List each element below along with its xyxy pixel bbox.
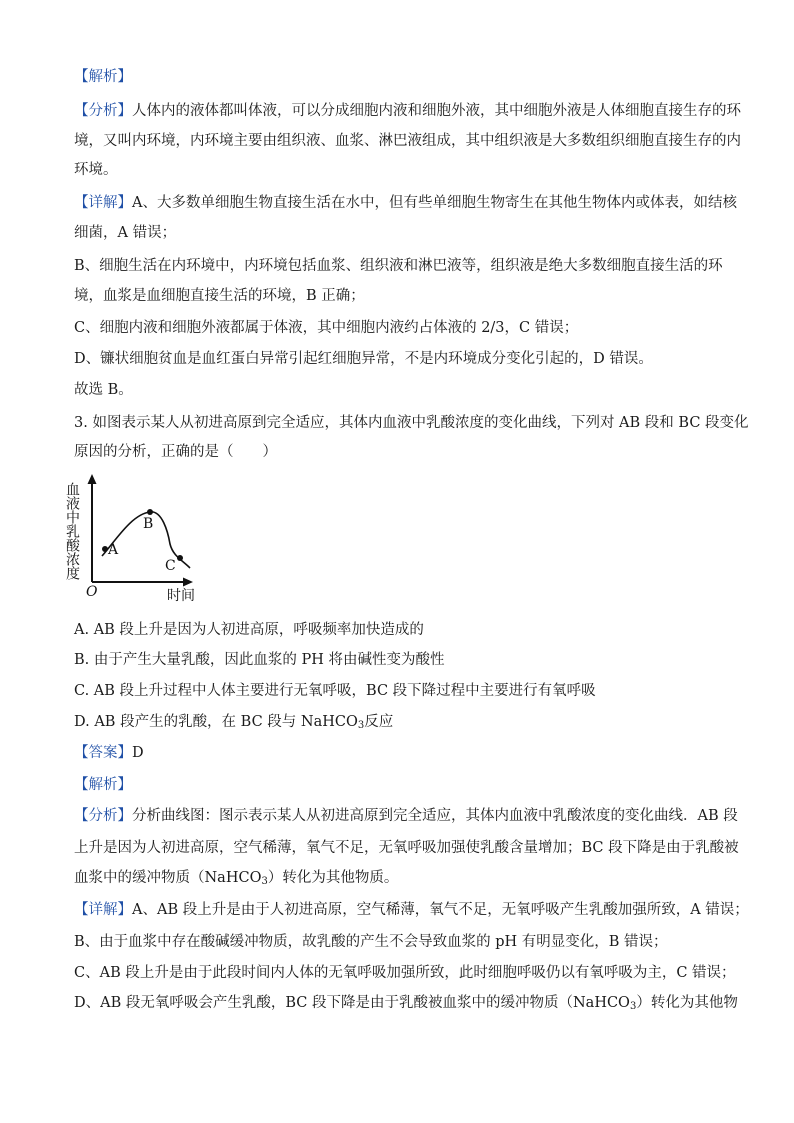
analysis-heading: 【解析】 xyxy=(74,69,132,85)
fenxi-tag: 【分析】 xyxy=(74,103,132,119)
analysis-paragraph-line xyxy=(74,868,724,892)
lactic-acid-curve-figure xyxy=(64,472,212,612)
answer-line xyxy=(74,743,724,763)
analysis-heading: 【解析】 xyxy=(74,777,132,793)
y-axis-label: 血液中乳酸浓度 xyxy=(64,482,80,580)
detail-paragraph-line xyxy=(74,993,738,1017)
subscript: 3 xyxy=(629,1001,637,1012)
detail-paragraph-line xyxy=(74,900,749,920)
subscript: 3 xyxy=(261,876,268,887)
detail-paragraph-line: B、细胞生活在内环境中，内环境包括血浆、组织液和淋巴液等，组织液是绝大多数细胞直接生活的环 xyxy=(74,258,723,274)
detail-paragraph-line: B、由于血浆中存在酸碱缓冲物质，故乳酸的产生不会导致血浆的 pH 有明显变化，B 错误； xyxy=(74,934,668,950)
text-span: 反应 xyxy=(364,714,394,730)
question-stem-line: 原因的分析，正确的是（ ） xyxy=(74,444,277,460)
analysis-paragraph-line: 环境。 xyxy=(74,162,118,178)
text-span: ）转化为其他物 xyxy=(636,995,738,1011)
analysis-paragraph-line xyxy=(74,101,741,121)
text-span: 血浆中的缓冲物质（NaHCO xyxy=(74,870,262,886)
detail-paragraph-line: C、细胞内液和细胞外液都属于体液，其中细胞内液约占体液的 2/3，C 错误； xyxy=(74,320,579,336)
y-axis-arrow-icon xyxy=(88,474,97,484)
text-span: 分析曲线图：图示表示某人从初进高原到完全适应，其体内血液中乳酸浓度的变化曲线．AB 段 xyxy=(132,808,738,824)
analysis-paragraph-line xyxy=(74,806,738,826)
text-span: A、AB 段上升是由于人初进高原，空气稀薄，氧气不足，无氧呼吸产生乳酸加强所致，A 错误； xyxy=(132,902,749,918)
option-d xyxy=(74,712,724,736)
point-b-dot xyxy=(147,509,153,515)
subscript: 3 xyxy=(357,720,365,731)
option-b: B. 由于产生大量乳酸，因此血浆的 PH 将由碱性变为酸性 xyxy=(74,652,445,668)
answer-tag: 【答案】 xyxy=(74,745,132,761)
analysis-paragraph-line: 上升是因为人初进高原，空气稀薄，氧气不足，无氧呼吸加强使乳酸含量增加；BC 段下降是由于乳酸被 xyxy=(74,840,739,856)
detail-paragraph-line xyxy=(74,193,737,213)
text-span: ）转化为其他物质。 xyxy=(267,870,399,886)
detail-paragraph-line: 境，血浆是血细胞直接生活的环境，B 正确； xyxy=(74,288,365,304)
origin-label: O xyxy=(86,584,98,600)
point-b-label: B xyxy=(143,516,154,532)
text-span: A、大多数单细胞生物直接生活在水中，但有些单细胞生物寄生在其他生物体内或体表，如结核 xyxy=(132,195,737,211)
x-axis-arrow-icon xyxy=(183,578,193,587)
text-span: D、AB 段无氧呼吸会产生乳酸，BC 段下降是由于乳酸被血浆中的缓冲物质（NaHCO xyxy=(74,995,630,1011)
text-span: 人体内的液体都叫体液，可以分成细胞内液和细胞外液，其中细胞外液是人体细胞直接生存的环 xyxy=(132,103,741,119)
answer-value: D xyxy=(132,745,144,761)
x-axis-label: 时间 xyxy=(167,588,195,604)
point-c-dot xyxy=(177,555,183,561)
curve-diagram xyxy=(64,472,212,612)
detail-paragraph-line: 细菌，A 错误； xyxy=(74,225,177,241)
option-c: C. AB 段上升过程中人体主要进行无氧呼吸，BC 段下降过程中主要进行有氧呼吸 xyxy=(74,683,596,699)
xiangjie-tag: 【详解】 xyxy=(74,902,132,918)
analysis-paragraph-line: 境，又叫内环境，内环境主要由组织液、血浆、淋巴液组成，其中组织液是大多数组织细胞直接生存的内 xyxy=(74,133,741,149)
point-c-label: C xyxy=(165,558,176,574)
detail-paragraph-line: D、镰状细胞贫血是血红蛋白异常引起红细胞异常，不是内环境成分变化引起的，D 错误。 xyxy=(74,351,653,367)
answer-line: 故选 B。 xyxy=(74,382,133,398)
option-a: A. AB 段上升是因为人初进高原，呼吸频率加快造成的 xyxy=(74,622,424,638)
question-stem-line: 3. 如图表示某人从初进高原到完全适应，其体内血液中乳酸浓度的变化曲线，下列对 AB 段和 BC 段变化 xyxy=(74,415,749,431)
detail-paragraph-line: C、AB 段上升是由于此段时间内人体的无氧呼吸加强所致，此时细胞呼吸仍以有氧呼吸为主，C 错误； xyxy=(74,965,736,981)
fenxi-tag: 【分析】 xyxy=(74,808,132,824)
text-span: D. AB 段产生的乳酸，在 BC 段与 NaHCO xyxy=(74,714,358,730)
point-a-label: A xyxy=(108,542,119,558)
xiangjie-tag: 【详解】 xyxy=(74,195,132,211)
